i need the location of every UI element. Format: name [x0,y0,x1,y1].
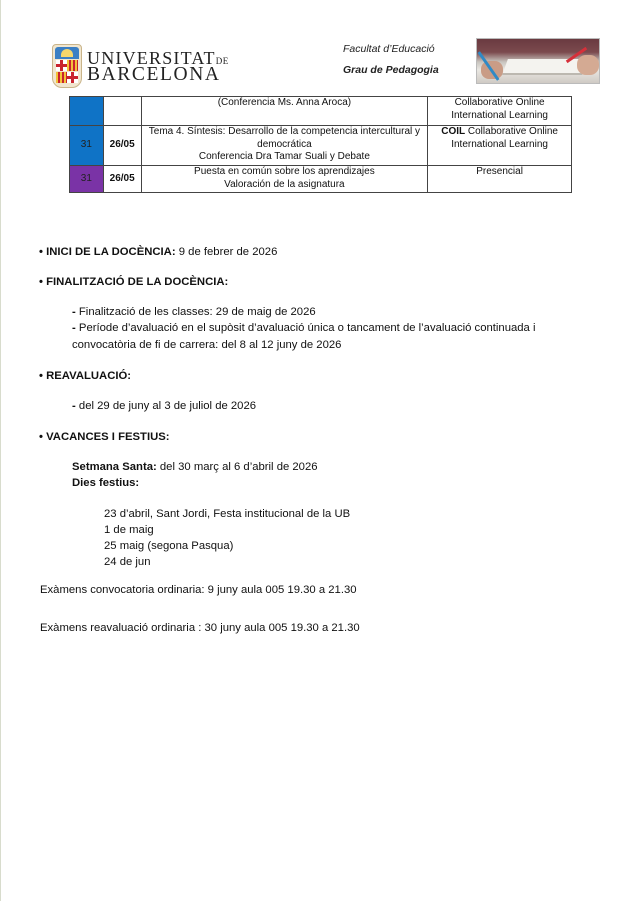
finalitzacio-heading [39,274,228,290]
content-line: Valoración de la asignatura [224,178,345,190]
modality-line: Collaborative Online [454,97,545,108]
bullet: • [39,431,43,443]
content-cell [141,97,428,126]
university-shield-icon [52,44,82,88]
modality-line: Presencial [476,166,523,177]
table-row [70,97,572,126]
bullet: • [39,370,43,382]
setmana-santa [72,459,318,475]
reavaluacio-item: - del 29 de juny al 3 de juliol de 2026 [72,400,257,412]
schedule-table [69,96,572,193]
bullet: • [39,246,43,258]
finalitzacio-item: - Finalització de les classes: 29 de maig de 2026 [72,306,316,318]
holiday-item: 24 de jun [104,556,151,568]
content-line: Puesta en común sobre los aprendizajes [194,166,375,177]
examens-convocatoria: Exàmens convocatoria ordinaria: 9 juny aula 005 19.30 a 21.30 [40,584,357,596]
content-cell [141,166,428,193]
degree-name: Grau de Pedagogia [343,64,439,76]
inici-docencia [39,244,277,260]
modality-line: International Learning [451,138,548,150]
holiday-item: 25 maig (segona Pasqua) [104,540,234,552]
modality-acronym: COIL [441,126,466,137]
header-photo [476,38,600,84]
setmana-santa-label: Setmana Santa: [72,461,157,473]
bullet: • [39,276,43,288]
reavaluacio-heading [39,368,131,384]
session-cell: 31 [70,126,104,166]
finalitzacio-continuation: convocatòria de fi de carrera: del 8 al 12 juny de 2026 [72,339,342,351]
date-cell: 26/05 [103,166,141,193]
content-line: (Conferencia Ms. Anna Aroca) [217,97,352,108]
vacances-label: VACANCES I FESTIUS: [46,431,170,443]
date-cell [103,97,141,126]
inici-value: 9 de febrer de 2026 [175,246,278,258]
content-line: Tema 4. Síntesis: Desarrollo de la competencia intercultural y [148,126,421,137]
modality-line: Collaborative Online [465,126,558,137]
faculty-name: Facultat d’Educació [343,43,435,55]
dies-festius-label: Dies festius: [72,477,140,489]
university-word: UNIVERSITAT [87,48,216,68]
reavaluacio-label: REAVALUACIÓ: [46,370,132,382]
table-row [70,126,572,166]
university-name-line2: BARCELONA [87,64,221,85]
modality-cell [428,126,572,166]
finalitzacio-item: - Període d’avaluació en el supòsit d’avaluació única o tancament de l’avaluació continuada i [72,322,536,334]
page-edge [0,0,1,901]
modality-cell [428,166,572,193]
setmana-santa-value: del 30 març al 6 d’abril de 2026 [156,461,318,473]
inici-label: INICI DE LA DOCÈNCIA: [46,246,176,258]
modality-line: International Learning [451,109,548,121]
date-cell: 26/05 [103,126,141,166]
session-cell [70,97,104,126]
content-cell [141,126,428,166]
content-line: Conferencia Dra Tamar Suali y Debate [198,151,370,162]
holiday-item: 1 de maig [104,524,154,536]
university-de: DE [215,56,229,66]
table-row [70,166,572,193]
vacances-heading [39,429,170,445]
content-line: democrática [257,138,312,150]
session-cell: 31 [70,166,104,193]
examens-reavaluacio: Exàmens reavaluació ordinaria : 30 juny aula 005 19.30 a 21.30 [40,622,360,634]
holiday-item: 23 d’abril, Sant Jordi, Festa institucional de la UB [104,508,351,520]
modality-cell [428,97,572,126]
finalitzacio-label: FINALITZACIÓ DE LA DOCÈNCIA: [46,276,229,288]
university-logo [50,42,229,90]
